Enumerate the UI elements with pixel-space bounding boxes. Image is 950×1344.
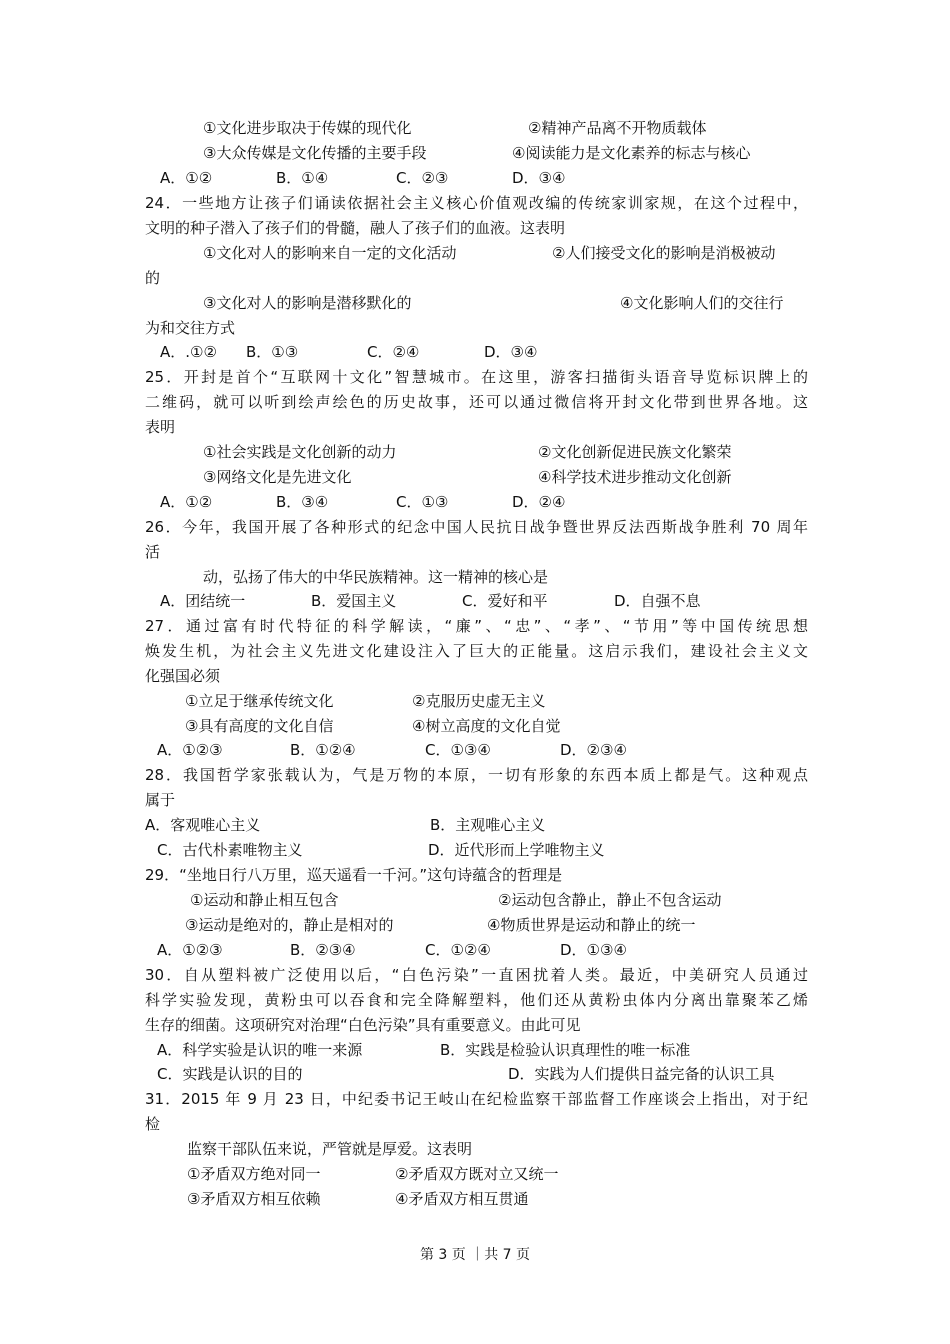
option-text: ④矛盾双方相互贯通 (395, 1190, 529, 1208)
option-text: D．自强不息 (614, 592, 701, 610)
option-text: ③大众传媒是文化传播的主要手段 (203, 144, 427, 162)
option-text: A．①② (160, 493, 213, 511)
option-text: ②文化创新促进民族文化繁荣 (538, 443, 732, 461)
option-text: D．②④ (512, 493, 566, 511)
option-text: ④树立高度的文化自觉 (412, 717, 561, 735)
option-text: ①运动和静止相互包含 (190, 891, 339, 909)
question-text-line: 动，弘扬了伟大的中华民族精神。这一精神的核心是 (203, 568, 549, 586)
option-text: C．①③④ (425, 741, 491, 759)
question-text-line: 为和交往方式 (145, 319, 236, 337)
option-text: B．实践是检验认识真理性的唯一标准 (440, 1041, 691, 1059)
option-text: ②人们接受文化的影响是消极被动 (552, 244, 776, 262)
option-text: A．①②③ (157, 741, 223, 759)
option-text: ①立足于继承传统文化 (185, 692, 334, 710)
option-text: B．③④ (276, 493, 329, 511)
option-text: A．客观唯心主义 (145, 816, 261, 834)
question-text-line: 31．2015 年 9 月 23 日，中纪委书记王岐山在纪检监察干部监督工作座谈会上指出，对于纪 (145, 1090, 808, 1108)
option-text: ③具有高度的文化自信 (185, 717, 334, 735)
option-text: D．实践为人们提供日益完备的认识工具 (508, 1065, 775, 1083)
option-text: ①文化进步取决于传媒的现代化 (203, 119, 412, 137)
question-text-line: 29．“坐地日行八万里，巡天遥看一千河。”这句诗蕴含的哲理是 (145, 866, 563, 884)
option-text: ③运动是绝对的，静止是相对的 (185, 916, 394, 934)
question-text-line: 化强国必须 (145, 667, 221, 685)
option-text: C．①③ (396, 493, 449, 511)
option-text: ④科学技术进步推动文化创新 (538, 468, 732, 486)
option-text: ①社会实践是文化创新的动力 (203, 443, 397, 461)
question-text-line: 科学实验发现，黄粉虫可以吞食和完全降解塑料，他们还从黄粉虫体内分离出靠聚苯乙烯 (145, 991, 808, 1009)
question-text-line: 24．一些地方让孩子们诵读依据社会主义核心价值观改编的传统家训家规，在这个过程中， (145, 194, 808, 212)
option-text: B．主观唯心主义 (430, 816, 546, 834)
option-text: A．.①② (160, 343, 217, 361)
option-text: B．①③ (246, 343, 299, 361)
option-text: D．③④ (484, 343, 538, 361)
option-text: C．②④ (367, 343, 420, 361)
option-text: ②运动包含静止，静止不包含运动 (498, 891, 722, 909)
page-footer: 第 3 页 ｜共 7 页 (419, 1247, 531, 1263)
option-text: B．①④ (276, 169, 329, 187)
option-text: ③文化对人的影响是潜移默化的 (203, 294, 412, 312)
question-text-line: 28．我国哲学家张载认为，气是万物的本原，一切有形象的东西本质上都是气。这种观点 (145, 766, 808, 784)
option-text: A．①②③ (157, 941, 223, 959)
option-text: ④文化影响人们的交往行 (620, 294, 784, 312)
option-text: C．实践是认识的目的 (157, 1065, 303, 1083)
option-text: C．①②④ (425, 941, 491, 959)
option-text: C．②③ (396, 169, 449, 187)
question-text-line: 检 (145, 1115, 161, 1133)
option-text: D．③④ (512, 169, 566, 187)
option-text: A．科学实验是认识的唯一来源 (157, 1041, 363, 1059)
option-text: B．①②④ (290, 741, 356, 759)
option-text: D．近代形而上学唯物主义 (428, 841, 605, 859)
question-text-line: 焕发生机，为社会主义先进文化建设注入了巨大的正能量。这启示我们，建设社会主义文 (145, 642, 808, 660)
option-text: B．②③④ (290, 941, 356, 959)
option-text: A．团结统一 (160, 592, 246, 610)
question-text-line: 的 (145, 269, 161, 287)
option-text: ②克服历史虚无主义 (412, 692, 546, 710)
option-text: ②精神产品离不开物质载体 (528, 119, 707, 137)
option-text: ①矛盾双方绝对同一 (187, 1165, 321, 1183)
question-text-line: 文明的种子潜入了孩子们的骨髓，融人了孩子们的血液。这表明 (145, 219, 566, 237)
option-text: ④物质世界是运动和静止的统一 (487, 916, 696, 934)
question-text-line: 26．今年，我国开展了各种形式的纪念中国人民抗日战争暨世界反法西斯战争胜利 70 周年 (145, 518, 808, 536)
option-text: C．爱好和平 (462, 592, 548, 610)
question-text-line: 25．开封是首个“互联网十文化”智慧城市。在这里，游客扫描街头语音导览标识牌上的 (145, 368, 808, 386)
question-text-line: 生存的细菌。这项研究对治理“白色污染”具有重要意义。由此可见 (145, 1016, 581, 1034)
option-text: ③矛盾双方相互依赖 (187, 1190, 321, 1208)
option-text: C．古代朴素唯物主义 (157, 841, 303, 859)
question-text-line: 监察干部队伍来说，严管就是厚爱。这表明 (187, 1140, 473, 1158)
question-text-line: 27．通过富有时代特征的科学解读，“廉”、“忠”、“孝”、“节用”等中国传统思想 (145, 617, 808, 635)
option-text: A．①② (160, 169, 213, 187)
option-text: ③网络文化是先进文化 (203, 468, 352, 486)
option-text: D．①③④ (560, 941, 627, 959)
option-text: ④阅读能力是文化素养的标志与核心 (512, 144, 751, 162)
question-text-line: 活 (145, 543, 161, 561)
option-text: ②矛盾双方既对立又统一 (395, 1165, 559, 1183)
option-text: ①文化对人的影响来自一定的文化活动 (203, 244, 457, 262)
option-text: D．②③④ (560, 741, 627, 759)
question-text-line: 二维码，就可以听到绘声绘色的历史故事，还可以通过微信将开封文化带到世界各地。这 (145, 393, 808, 411)
question-text-line: 属于 (145, 791, 176, 809)
question-text-line: 30．自从塑料被广泛使用以后，“白色污染”一直困扰着人类。最近，中美研究人员通过 (145, 966, 808, 984)
option-text: B．爱国主义 (311, 592, 397, 610)
question-text-line: 表明 (145, 418, 176, 436)
